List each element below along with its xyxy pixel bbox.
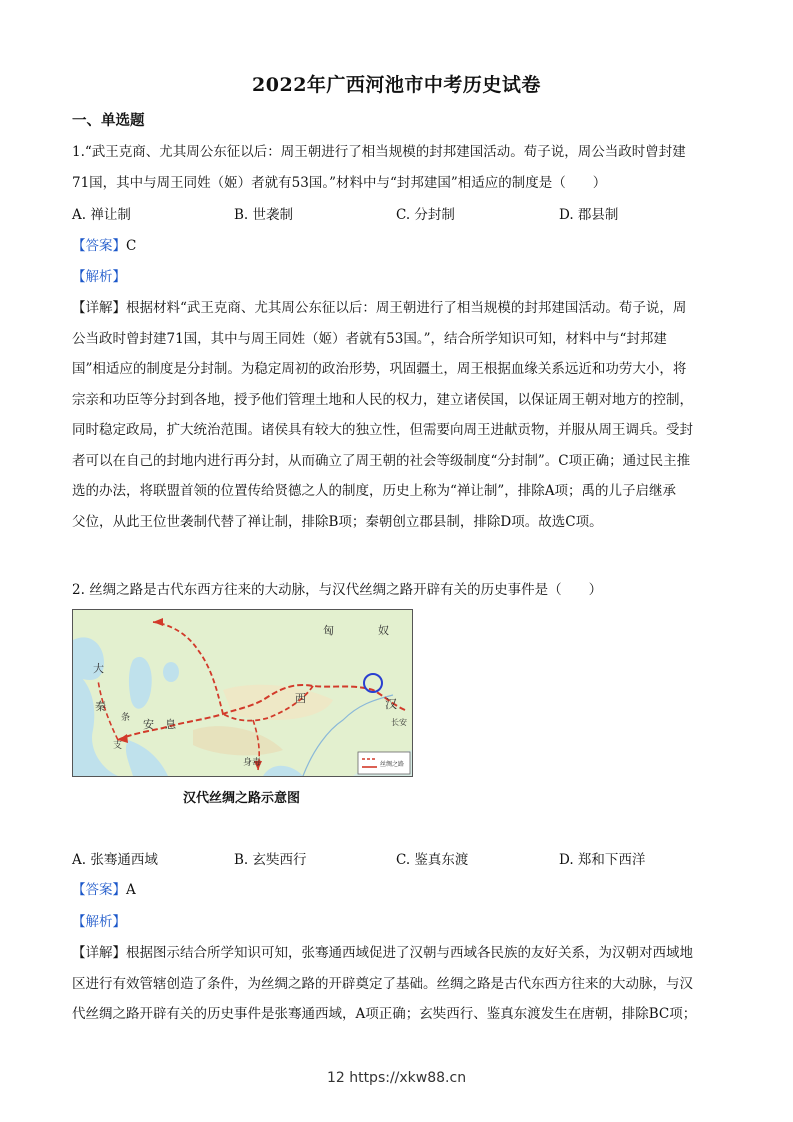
page-title: 2022年广西河池市中考历史试卷 <box>252 74 541 96</box>
q2-analysis-label: 【解析】 <box>72 914 126 930</box>
detail-line: 宗亲和功臣等分封到各地，授予他们管理土地和人民的权力，建立诸侯国，以保证周王朝对地方的控制， <box>72 391 693 408</box>
map-label-qin: 秦 <box>95 700 106 713</box>
answer-value: A <box>126 882 136 898</box>
map-label-xiongnu2: 奴 <box>378 624 389 637</box>
map-label-xi: 西 <box>295 692 306 705</box>
detail-line: 区进行有效管辖创造了条件，为丝绸之路的开辟奠定了基础。丝绸之路是古代东西方往来的大动脉，与汉 <box>72 975 693 992</box>
map-caption: 汉代丝绸之路示意图 <box>182 791 300 806</box>
q2-option-d: D. 郑和下西洋 <box>559 852 646 868</box>
q2-answer <box>72 878 136 898</box>
detail-line: 代丝绸之路开辟有关的历史事件是张骞通西域，A项正确；玄奘西行、鉴真东渡发生在唐朝，排除BC项； <box>72 1006 697 1022</box>
q2-stem: 2. 丝绸之路是古代东西方往来的大动脉，与汉代丝绸之路开辟有关的历史事件是（ ） <box>72 582 603 598</box>
q1-option-d: D. 郡县制 <box>559 207 619 223</box>
map-label-tiao: 条 <box>121 713 131 723</box>
q1-option-c: C. 分封制 <box>396 207 455 223</box>
q1-stem-line2: 71国，其中与周王同姓（姬）者就有53国。”材料中与“封邦建国”相适应的制度是（ ） <box>72 175 607 191</box>
detail-line: 公当政时曾封建71国，其中与周王同姓（姬）者就有53国。”，结合所学知识可知，材料中与“封邦建 <box>72 330 667 347</box>
detail-line: 同时稳定政局，扩大统治范围。诸侯具有较大的独立性，但需要向周王进献贡物，并服从周王调兵。受封 <box>72 422 693 438</box>
map-legend-label: 丝绸之路 <box>380 761 405 768</box>
answer-value: C <box>126 238 137 254</box>
map-label-changan: 长安 <box>391 718 407 727</box>
q2-option-a: A. 张骞通西域 <box>72 852 158 868</box>
q1-answer <box>72 234 136 254</box>
detail-line: 【详解】根据材料“武王克商、尤其周公东征以后：周王朝进行了相当规模的封邦建国活动。荀子说，周 <box>72 300 687 316</box>
map-label-shendu: 身毒 <box>243 758 262 768</box>
answer-label: 【答案】 <box>72 238 126 254</box>
q2-option-b: B. 玄奘西行 <box>234 852 307 868</box>
q1-stem-line1: 1.“武王克商、尤其周公东征以后：周王朝进行了相当规模的封邦建国活动。荀子说，周公当政时曾封建 <box>72 144 686 160</box>
q1-detail <box>72 293 724 537</box>
detail-line: 者可以在自己的封地内进行再分封，从而确立了周王朝的社会等级制度“分封制”。C项正确；通过民主推 <box>72 452 691 469</box>
detail-line: 国”相适应的制度是分封制。为稳定周初的政治形势，巩固疆土，周王根据血缘关系远近和功劳大小，将 <box>72 361 687 377</box>
page-footer: 12 https://xkw88.cn <box>326 1070 467 1086</box>
detail-line: 父位，从此王位世袭制代替了禅让制，排除B项；秦朝创立郡县制，排除D项。故选C项。 <box>72 513 603 530</box>
map-label-xiongnu1: 匈 <box>323 624 334 637</box>
detail-line: 【详解】根据图示结合所学知识可知，张骞通西域促进了汉朝与西域各民族的友好关系，为汉朝对西域地 <box>72 945 693 961</box>
q1-option-a: A. 禅让制 <box>72 207 131 223</box>
detail-line: 选的办法，将联盟首领的位置传给贤德之人的制度，历史上称为“禅让制”，排除A项；禹的儿子启继承 <box>72 483 677 499</box>
map-label-anxi1: 安 <box>143 718 154 731</box>
q2-option-c: C. 鉴真东渡 <box>396 852 469 868</box>
q2-detail <box>72 938 724 1030</box>
answer-label: 【答案】 <box>72 882 126 898</box>
map-label-anxi2: 息 <box>165 718 176 731</box>
map-label-da: 大 <box>93 662 104 675</box>
q1-analysis-label: 【解析】 <box>72 269 126 285</box>
map-graphic <box>73 610 412 776</box>
map-label-zhi: 支 <box>113 741 123 751</box>
section-heading: 一、单选题 <box>72 112 145 129</box>
silk-road-map <box>72 609 413 777</box>
q1-option-b: B. 世袭制 <box>234 207 294 223</box>
map-label-han: 汉 <box>385 697 398 711</box>
